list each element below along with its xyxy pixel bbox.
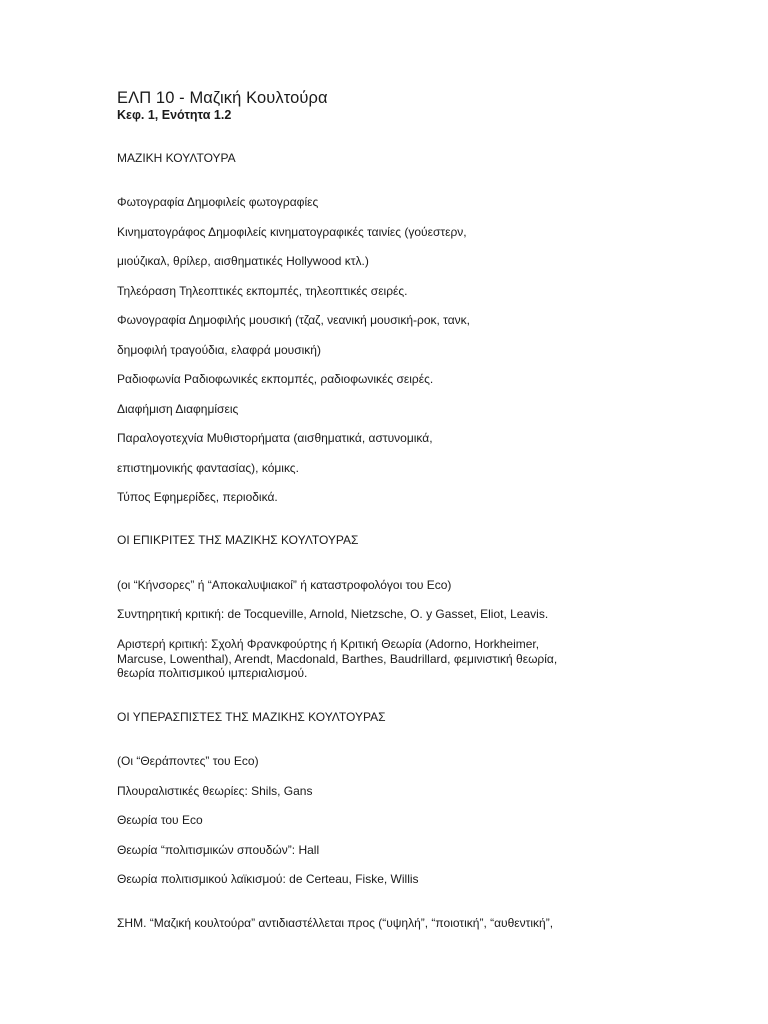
paragraph-line: δημοφιλή τραγούδια, ελαφρά μουσική) [117, 343, 321, 357]
section-heading-mass-culture: ΜΑΖΙΚΗ ΚΟΥΛΤΟΥΡΑ [117, 151, 236, 165]
paragraph-line: Θεωρία πολιτισμικού λαϊκισμού: de Certeau, Fiske, Willis [117, 872, 419, 886]
paragraph-line: θεωρία πολιτισμικού ιμπεριαλισμού. [117, 666, 308, 680]
paragraph-line: Πλουραλιστικές θεωρίες: Shils, Gans [117, 784, 313, 798]
paragraph-line: Συντηρητική κριτική: de Tocqueville, Arnold, Nietzsche, O. y Gasset, Eliot, Leavis. [117, 607, 549, 621]
paragraph-line: Marcuse, Lowenthal), Arendt, Macdonald, Barthes, Baudrillard, φεμινιστική θεωρία, [117, 652, 558, 666]
paragraph-line: μιούζικαλ, θρίλερ, αισθηματικές Hollywood κτλ.) [117, 254, 369, 268]
paragraph-line: Τύπος Εφημερίδες, περιοδικά. [117, 490, 278, 504]
paragraph-line: Κινηματογράφος Δημοφιλείς κινηματογραφικές ταινίες (γούεστερν, [117, 225, 467, 239]
paragraph-line: Φωτογραφία Δημοφιλείς φωτογραφίες [117, 195, 319, 209]
paragraph-line: επιστημονικής φαντασίας), κόμικς. [117, 461, 299, 475]
paragraph-line: Διαφήμιση Διαφημίσεις [117, 402, 239, 416]
section-heading-defenders: ΟΙ ΥΠΕΡΑΣΠΙΣΤΕΣ ΤΗΣ ΜΑΖΙΚΗΣ ΚΟΥΛΤΟΥΡΑΣ [117, 710, 386, 724]
document-subtitle: Κεφ. 1, Ενότητα 1.2 [117, 108, 232, 122]
paragraph-line: Ραδιοφωνία Ραδιοφωνικές εκπομπές, ραδιοφωνικές σειρές. [117, 372, 434, 386]
note-line: ΣΗΜ. “Μαζική κουλτούρα” αντιδιαστέλλεται προς (“υψηλή”, “ποιοτική”, “αυθεντική”, [117, 916, 554, 930]
paragraph-line: (οι “Κήνσορες” ή “Αποκαλυψιακοί” ή καταστροφολόγοι του Eco) [117, 578, 452, 592]
section-heading-critics: ΟΙ ΕΠΙΚΡΙΤΕΣ ΤΗΣ ΜΑΖΙΚΗΣ ΚΟΥΛΤΟΥΡΑΣ [117, 533, 359, 547]
document-title: ΕΛΠ 10 - Μαζική Κουλτούρα [117, 89, 328, 107]
paragraph-line: Θεωρία του Eco [117, 813, 203, 827]
paragraph-line: Αριστερή κριτική: Σχολή Φρανκφούρτης ή Κριτική Θεωρία (Adorno, Horkheimer, [117, 637, 540, 651]
paragraph-line: Παραλογοτεχνία Μυθιστορήματα (αισθηματικά, αστυνομικά, [117, 431, 433, 445]
paragraph-line: (Οι “Θεράποντες” του Eco) [117, 754, 259, 768]
paragraph-line: Φωνογραφία Δημοφιλής μουσική (τζαζ, νεανική μουσική-ροκ, τανκ, [117, 313, 470, 327]
paragraph-line: Τηλεόραση Τηλεοπτικές εκπομπές, τηλεοπτικές σειρές. [117, 284, 408, 298]
paragraph-line: Θεωρία “πολιτισμικών σπουδών”: Hall [117, 843, 320, 857]
